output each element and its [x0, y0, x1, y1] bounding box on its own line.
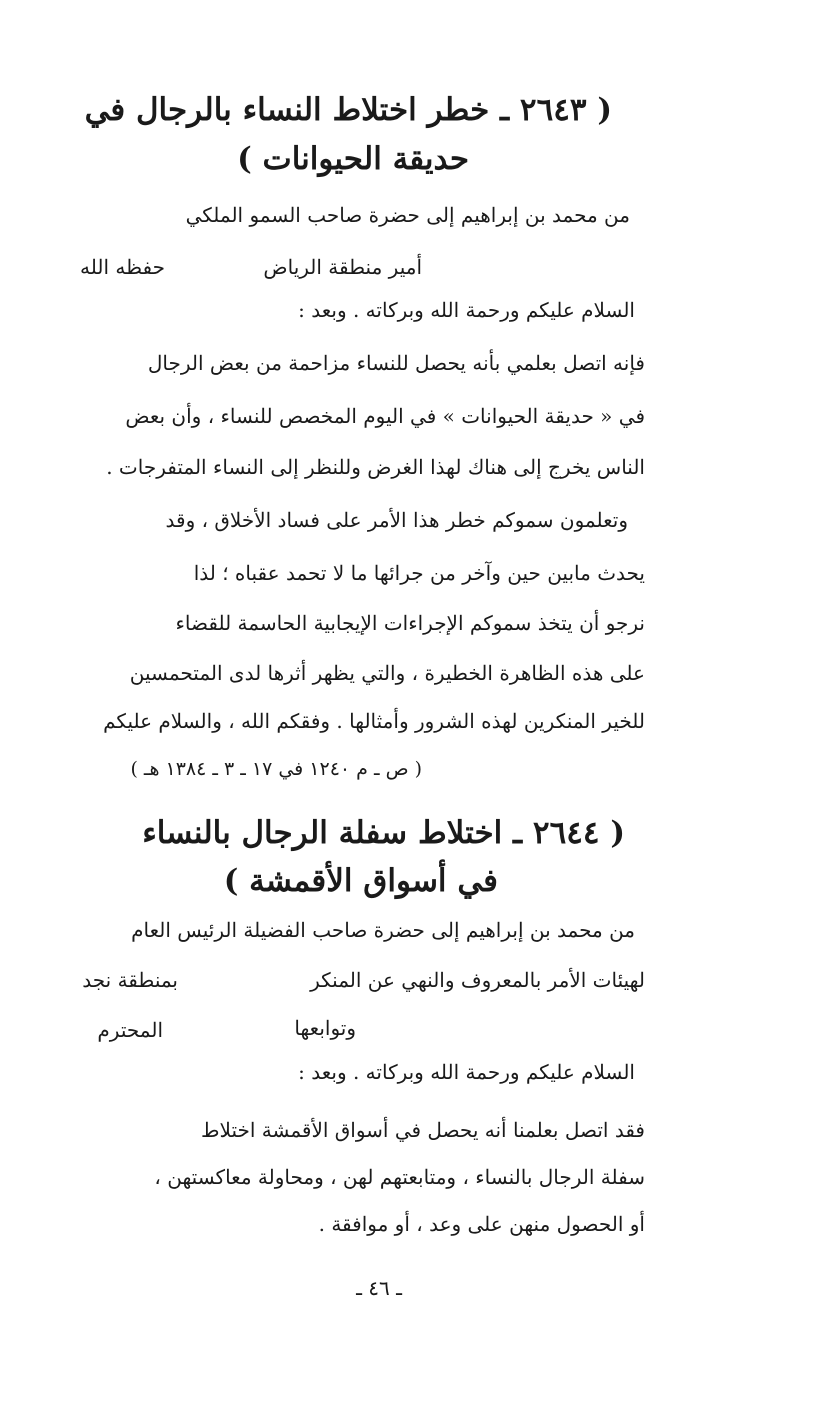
letter-greeting: السلام عليكم ورحمة الله وبركاته . وبعد : [298, 298, 635, 322]
section-title-line-2: في أسواق الأقمشة ) [223, 863, 498, 899]
paragraph-line: يحدث مابين حين وآخر من جرائها ما لا تحمد عقباه ؛ لذا [193, 561, 645, 585]
paragraph-line: للخير المنكرين لهذه الشرور وأمثالها . وفقكم الله ، والسلام عليكم [103, 709, 645, 733]
letter-blessing: حفظه الله [80, 255, 165, 279]
paragraph-line: فقد اتصل بعلمنا أنه يحصل في أسواق الأقمشة اختلاط [201, 1118, 645, 1142]
paragraph-line: في « حديقة الحيوانات » في اليوم المخصص للنساء ، وأن بعض [125, 404, 645, 428]
letter-addressee-title: أمير منطقة الرياض [263, 255, 422, 279]
paragraph-line: فإنه اتصل بعلمي بأنه يحصل للنساء مزاحمة من بعض الرجال [147, 351, 645, 375]
paragraph-line: الناس يخرج إلى هناك لهذا الغرض وللنظر إلى النساء المتفرجات . [106, 455, 645, 479]
letter-addressee-line: لهيئات الأمر بالمعروف والنهي عن المنكر [310, 968, 645, 992]
letter-honorific: المحترم [97, 1018, 163, 1042]
letter-region: بمنطقة نجد [82, 968, 178, 992]
letter-greeting: السلام عليكم ورحمة الله وبركاته . وبعد : [298, 1060, 635, 1084]
paragraph-line: نرجو أن يتخذ سموكم الإجراءات الإيجابية الحاسمة للقضاء [175, 611, 645, 635]
section-title-line-2: حديقة الحيوانات ) [237, 141, 469, 177]
paragraph-line: على هذه الظاهرة الخطيرة ، والتي يظهر أثرها لدى المتحمسين [129, 661, 645, 685]
page-number: ـ ٤٦ ـ [356, 1276, 402, 1300]
letter-reference: ( ص ـ م ١٢٤٠ في ١٧ ـ ٣ ـ ١٣٨٤ هـ ) [130, 758, 422, 780]
letter-region-suffix: وتوابعها [294, 1016, 356, 1040]
paragraph-line: سفلة الرجال بالنساء ، ومتابعتهم لهن ، ومحاولة معاكستهن ، [154, 1165, 645, 1189]
section-title-line-1: ( ٢٦٤٣ ـ خطر اختلاط النساء بالرجال في [84, 92, 612, 128]
paragraph-line: وتعلمون سموكم خطر هذا الأمر على فساد الأخلاق ، وقد [165, 508, 628, 532]
paragraph-line: أو الحصول منهن على وعد ، أو موافقة . [318, 1212, 645, 1236]
letter-from-line: من محمد بن إبراهيم إلى حضرة صاحب الفضيلة الرئيس العام [131, 918, 635, 942]
section-title-line-1: ( ٢٦٤٤ ـ اختلاط سفلة الرجال بالنساء [142, 815, 625, 851]
letter-from-line: من محمد بن إبراهيم إلى حضرة صاحب السمو الملكي [185, 203, 630, 227]
